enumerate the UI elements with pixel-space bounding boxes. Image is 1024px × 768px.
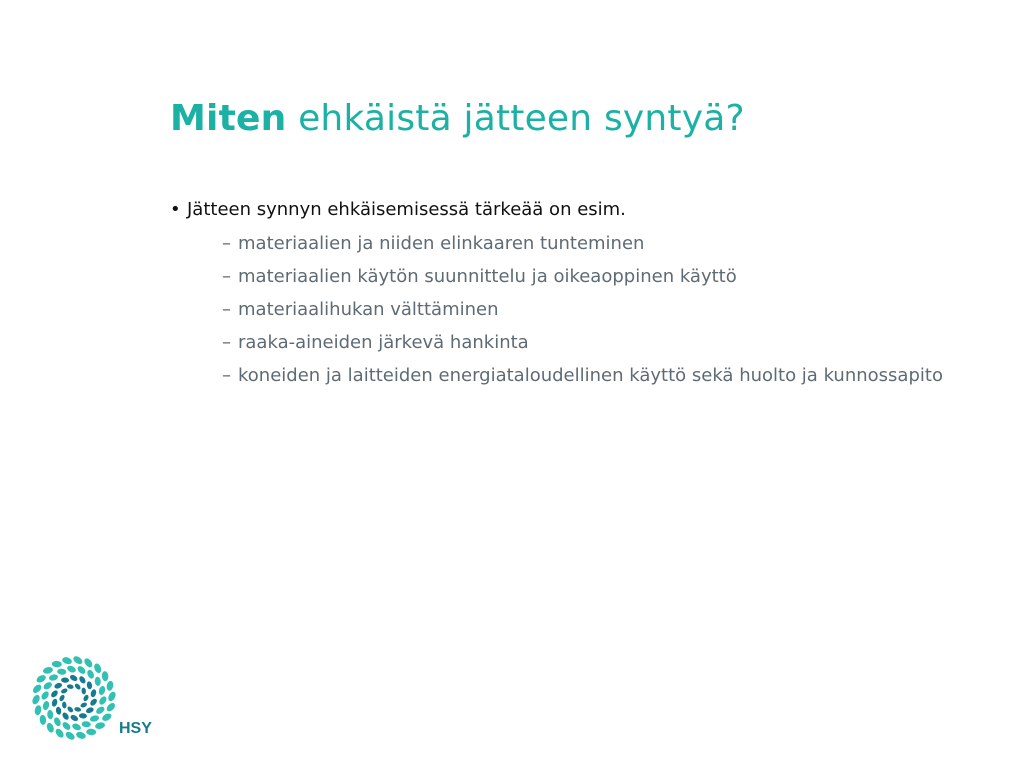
logo-droplet	[89, 714, 99, 722]
logo-droplet	[42, 700, 50, 710]
logo-droplets	[31, 655, 117, 741]
logo-droplet	[66, 664, 77, 673]
logo-droplet	[52, 661, 62, 668]
list-item	[170, 231, 948, 257]
logo-droplet	[53, 716, 62, 727]
logo-droplet	[98, 685, 106, 695]
logo-droplet	[62, 701, 67, 708]
list-item-text: raaka-aineiden järkevä hankinta	[238, 332, 529, 353]
logo-droplet	[74, 707, 82, 713]
logo-droplet	[95, 705, 106, 715]
logo-droplet	[94, 721, 105, 730]
logo-droplet	[54, 727, 65, 739]
logo-droplet	[105, 701, 117, 713]
bullet-marker: •	[170, 199, 181, 220]
logo-droplet	[34, 705, 42, 716]
sub-bullet-list	[170, 231, 970, 389]
logo-droplet	[31, 694, 41, 706]
logo-droplet	[50, 689, 59, 698]
slide-content	[170, 197, 970, 396]
list-item	[170, 297, 948, 323]
logo-droplet	[107, 691, 117, 703]
list-item-text: materiaalien ja niiden elinkaaren tunteminen	[238, 233, 645, 254]
logo-droplet	[74, 683, 82, 691]
logo-droplet	[70, 714, 80, 722]
main-bullet	[170, 197, 970, 223]
logo-droplet	[64, 730, 76, 741]
logo-droplet	[61, 721, 72, 732]
logo-droplet	[82, 694, 89, 702]
logo-droplet	[90, 689, 97, 698]
logo-droplet	[80, 702, 88, 709]
dash-marker: –	[222, 332, 231, 353]
dash-marker: –	[222, 266, 231, 287]
list-item	[170, 264, 948, 290]
logo-droplet	[61, 677, 69, 683]
logo-droplet	[66, 705, 74, 713]
logo-droplet	[101, 712, 113, 723]
logo-droplet	[85, 706, 94, 714]
logo-droplet	[42, 666, 53, 675]
list-item	[170, 363, 948, 389]
logo-droplet	[55, 706, 61, 715]
logo-droplet	[76, 665, 87, 676]
logo-droplet	[53, 682, 62, 690]
title-rest: ehkäistä jätteen syntyä?	[298, 98, 745, 139]
logo-droplet	[94, 677, 101, 687]
logo-droplet	[42, 681, 53, 691]
logo-droplet	[81, 687, 86, 694]
logo-droplet	[60, 688, 68, 695]
dash-marker: –	[222, 365, 231, 386]
logo-droplet	[79, 713, 87, 719]
logo-droplet	[75, 731, 87, 740]
logo-droplet	[86, 728, 96, 735]
dash-marker: –	[222, 299, 231, 320]
logo-droplet	[72, 655, 84, 666]
hsy-sun-logo-icon	[30, 655, 155, 750]
logo-droplet	[69, 674, 79, 682]
logo-droplet	[78, 675, 87, 685]
logo-droplet	[35, 674, 47, 685]
logo-droplet	[39, 715, 46, 726]
logo-droplet	[48, 673, 58, 681]
logo-droplet	[57, 668, 67, 675]
logo-droplet	[83, 657, 94, 669]
logo-droplet	[86, 669, 95, 680]
logo-droplet	[46, 722, 56, 734]
logo-droplet	[58, 694, 65, 702]
hsy-logo	[30, 655, 155, 750]
logo-droplet	[61, 711, 70, 721]
logo-droplet	[93, 662, 103, 674]
list-item-text: materiaalien käytön suunnittelu ja oikeaoppinen käyttö	[238, 266, 737, 287]
slide-title	[170, 98, 745, 139]
logo-droplet	[51, 698, 58, 707]
logo-droplet	[47, 710, 54, 720]
logo-droplet	[31, 683, 43, 695]
list-item-text: materiaalihukan välttäminen	[238, 299, 499, 320]
logo-text: HSY	[119, 720, 152, 737]
logo-droplet	[61, 656, 73, 665]
logo-droplet	[86, 681, 92, 690]
logo-droplet	[89, 697, 98, 706]
list-item	[170, 330, 948, 356]
logo-droplet	[40, 690, 50, 701]
dash-marker: –	[222, 233, 231, 254]
logo-droplet	[106, 680, 114, 691]
logo-droplet	[101, 671, 108, 682]
logo-droplet	[67, 684, 75, 690]
title-bold: Miten	[170, 98, 287, 139]
list-item-text: koneiden ja laitteiden energiataloudellinen käyttö sekä huolto ja kunnossapito	[238, 365, 943, 386]
main-bullet-text: Jätteen synnyn ehkäisemisessä tärkeää on esim.	[187, 199, 626, 220]
logo-droplet	[71, 722, 82, 731]
logo-droplet	[98, 695, 108, 706]
logo-droplet	[81, 721, 91, 728]
